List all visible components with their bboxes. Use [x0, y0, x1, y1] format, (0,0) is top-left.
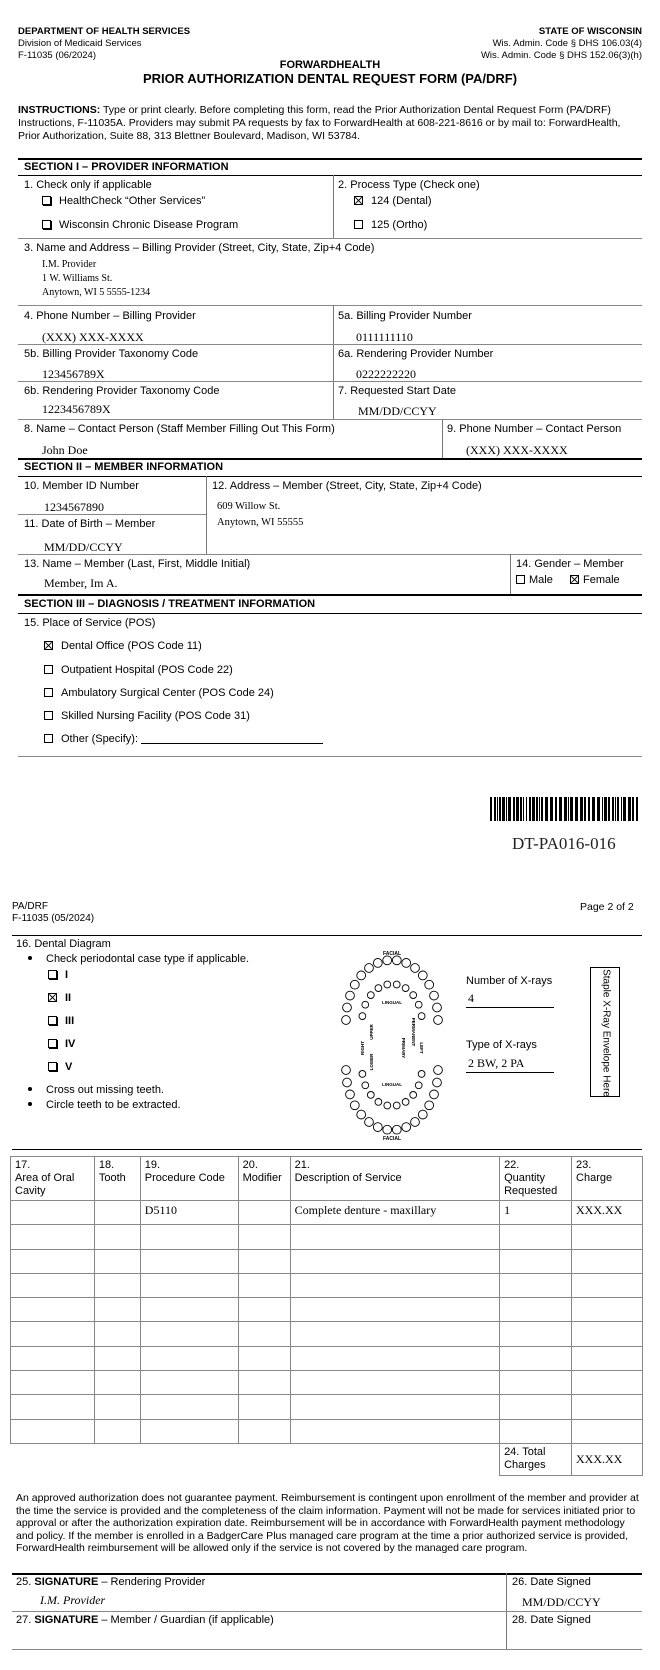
form-title: PRIOR AUTHORIZATION DENTAL REQUEST FORM (PA/DRF): [142, 71, 518, 86]
cell[interactable]: [572, 1273, 643, 1297]
cell[interactable]: [238, 1249, 290, 1273]
table-row: [11, 1346, 643, 1370]
bullet-icon: [28, 956, 32, 960]
checkbox-checked-icon[interactable]: [570, 575, 579, 584]
underline: [466, 1072, 554, 1073]
cell[interactable]: [500, 1371, 572, 1395]
divider: [18, 305, 642, 306]
tooth: [357, 971, 366, 980]
tooth: [343, 1003, 352, 1012]
divider: [12, 935, 642, 936]
q1-label: 1. Check only if applicable: [24, 179, 152, 191]
agency-name: FORWARDHEALTH: [279, 59, 381, 71]
q7-label: 7. Requested Start Date: [338, 385, 457, 397]
cell-tooth[interactable]: [94, 1201, 140, 1225]
page2-header-left: [12, 901, 94, 925]
tooth: [343, 1078, 352, 1087]
cell[interactable]: [500, 1273, 572, 1297]
cell[interactable]: [11, 1419, 95, 1443]
cell[interactable]: [238, 1322, 290, 1346]
section-2-title: SECTION II – MEMBER INFORMATION: [24, 461, 224, 473]
q8-label: 8. Name – Contact Person (Staff Member Filling Out This Form): [24, 423, 335, 435]
case-type-II[interactable]: II: [48, 992, 71, 1004]
member-name[interactable]: Member, Im A.: [44, 576, 118, 590]
checkbox-checked-icon[interactable]: [48, 993, 57, 1002]
cell[interactable]: [290, 1298, 499, 1322]
cell[interactable]: [94, 1322, 140, 1346]
procedure-table: [10, 1156, 643, 1476]
divider: [333, 175, 334, 238]
tooth: [392, 1125, 401, 1134]
total-label-cell: 24. Total Charges: [500, 1443, 572, 1475]
case-type-I[interactable]: I: [48, 969, 68, 981]
diagram-facial-bottom: FACIAL: [382, 1136, 402, 1142]
tooth: [433, 1078, 442, 1087]
rendering-provider-number[interactable]: 0222222220: [356, 367, 416, 381]
q27-label: 27. SIGNATURE – Member / Guardian (if applicable): [16, 1614, 274, 1626]
table-row: [11, 1395, 643, 1419]
cell[interactable]: [238, 1346, 290, 1370]
tooth: [434, 1016, 443, 1025]
cell[interactable]: [11, 1395, 95, 1419]
q3-label: 3. Name and Address – Billing Provider (Street, City, State, Zip+4 Code): [24, 242, 375, 254]
pos-ambulatory-surgical[interactable]: Ambulatory Surgical Center (POS Code 24): [44, 687, 274, 699]
q13-label: 13. Name – Member (Last, First, Middle Initial): [24, 558, 251, 570]
cell[interactable]: [94, 1249, 140, 1273]
divider: [18, 613, 642, 614]
form-abbrev: PA/DRF: [12, 901, 48, 912]
q10-label: 10. Member ID Number: [24, 480, 139, 492]
checkbox-unchecked-icon[interactable]: [48, 970, 57, 979]
cell[interactable]: [238, 1225, 290, 1249]
tooth: [430, 991, 439, 1000]
rendering-taxonomy-code[interactable]: 1223456789X: [42, 402, 111, 416]
checkbox-unchecked-icon[interactable]: [48, 1062, 57, 1071]
diagram-lingual-bottom: LINGUAL: [382, 1082, 402, 1087]
instructions-label: INSTRUCTIONS:: [18, 104, 101, 116]
staple-label: Staple X-Ray Envelope Here: [600, 969, 612, 1097]
instructions-text: Type or print clearly. Before completing this form, read the Prior Authorization Dental Request Form (PA/DRF) Instructions, F-11035A. Providers may submit PA requests by fax to ForwardHealth at 608-221-8616 or by mail to: ForwardHealth, Prior Authorization, Suite 88, 313 Blettner Boulevard, Madison, WI 53784.: [18, 104, 621, 142]
divider: [12, 1573, 642, 1575]
cell[interactable]: [140, 1322, 238, 1346]
tooth: [362, 1001, 369, 1008]
barcode-image: [490, 797, 640, 821]
tooth: [402, 985, 409, 992]
admin-code-1: Wis. Admin. Code § DHS 106.03(4): [492, 38, 642, 49]
cell[interactable]: [290, 1346, 499, 1370]
cell[interactable]: [572, 1298, 643, 1322]
checkbox-unchecked-icon[interactable]: [42, 196, 51, 205]
cell[interactable]: [140, 1419, 238, 1443]
tooth: [425, 1101, 434, 1110]
tooth: [373, 1123, 382, 1132]
form-number: F-11035 (05/2024): [12, 913, 95, 924]
cell[interactable]: [238, 1371, 290, 1395]
department-name: DEPARTMENT OF HEALTH SERVICES: [18, 26, 191, 37]
q16-bullet-extract: Circle teeth to be extracted.: [28, 1099, 181, 1111]
cell[interactable]: [290, 1249, 499, 1273]
col-charge: 23. Charge: [572, 1157, 643, 1201]
diagram-upper: UPPER: [369, 1024, 374, 1040]
q1-option-chronic-disease[interactable]: Wisconsin Chronic Disease Program: [42, 219, 238, 231]
tooth: [346, 1090, 355, 1099]
checkbox-unchecked-icon[interactable]: [44, 688, 53, 697]
divider: [18, 158, 642, 160]
tooth: [342, 1016, 351, 1025]
q2-option-ortho[interactable]: 125 (Ortho): [354, 219, 427, 231]
tooth: [365, 1118, 374, 1127]
checkbox-unchecked-icon[interactable]: [354, 220, 363, 229]
tooth: [359, 1013, 366, 1020]
cell-quantity[interactable]: 1: [500, 1201, 572, 1225]
xray-type-label: Type of X-rays: [466, 1039, 537, 1051]
instructions: [18, 104, 642, 143]
divider: [18, 419, 642, 420]
requested-start-date[interactable]: MM/DD/CCYY: [358, 404, 437, 418]
col-area-of-oral-cavity: 17. Area of Oral Cavity: [11, 1157, 95, 1201]
cell[interactable]: [11, 1273, 95, 1297]
cell[interactable]: [500, 1249, 572, 1273]
tooth: [367, 1092, 374, 1099]
tooth: [350, 1101, 359, 1110]
tooth: [411, 1118, 420, 1127]
q9-label: 9. Phone Number – Contact Person: [447, 423, 622, 435]
table-row: [11, 1419, 643, 1443]
q15-label: 15. Place of Service (POS): [24, 617, 156, 629]
table-row: [11, 1371, 643, 1395]
cell[interactable]: [572, 1395, 643, 1419]
pos-dental-office[interactable]: Dental Office (POS Code 11): [44, 640, 202, 652]
gender-female-option[interactable]: Female: [570, 574, 620, 586]
tooth: [393, 1102, 400, 1109]
tooth: [375, 1099, 382, 1106]
case-type-III[interactable]: III: [48, 1015, 74, 1027]
diagram-right: RIGHT: [360, 1041, 365, 1055]
member-address[interactable]: 609 Willow St. Anytown, WI 55555: [217, 501, 304, 528]
other-specify-field[interactable]: [141, 734, 323, 744]
tooth: [418, 1110, 427, 1119]
barcode-text: DT-PA016-016: [512, 834, 616, 853]
q4-label: 4. Phone Number – Billing Provider: [24, 310, 196, 322]
tooth: [411, 964, 420, 973]
q11-label: 11. Date of Birth – Member: [24, 518, 156, 530]
cell[interactable]: [572, 1419, 643, 1443]
cell[interactable]: [11, 1371, 95, 1395]
cell[interactable]: [140, 1225, 238, 1249]
divider: [18, 476, 642, 477]
cell[interactable]: [94, 1419, 140, 1443]
cell[interactable]: [238, 1298, 290, 1322]
checkbox-unchecked-icon[interactable]: [48, 1016, 57, 1025]
tooth: [402, 1123, 411, 1132]
table-total-row: [11, 1443, 643, 1475]
billing-provider-number[interactable]: 0111111110: [356, 330, 413, 344]
member-id[interactable]: 1234567890: [44, 500, 104, 514]
table-row: [11, 1298, 643, 1322]
cell[interactable]: [238, 1395, 290, 1419]
checkbox-unchecked-icon[interactable]: [48, 1039, 57, 1048]
tooth: [402, 959, 411, 968]
checkbox-unchecked-icon[interactable]: [44, 711, 53, 720]
tooth: [402, 1099, 409, 1106]
cell-procedure-code[interactable]: D5110: [140, 1201, 238, 1225]
cell-description[interactable]: Complete denture - maxillary: [290, 1201, 499, 1225]
diagram-primary: PRIMARY: [401, 1037, 406, 1059]
checkbox-unchecked-icon[interactable]: [44, 734, 53, 743]
tooth: [350, 980, 359, 989]
cell[interactable]: [238, 1419, 290, 1443]
tooth: [342, 1066, 351, 1075]
cell[interactable]: [238, 1273, 290, 1297]
tooth: [384, 1102, 391, 1109]
cell[interactable]: [572, 1249, 643, 1273]
tooth: [362, 1082, 369, 1089]
tooth: [367, 992, 374, 999]
checkbox-unchecked-icon[interactable]: [42, 220, 51, 229]
q1-option-healthcheck[interactable]: HealthCheck “Other Services”: [42, 195, 205, 207]
disclaimer-text: An approved authorization does not guarantee payment. Reimbursement is contingent upon enrollment of the member and provider at the time the service is provided and the completeness of the claim information. Payment will not be made for services initiated prior to approval or after the authorization expiration date. Reimbursement will be in accordance with ForwardHealth payment methodology and policy. If the member is enrolled in a BadgerCare Plus managed care program at the time a prior authorized service is provided, ForwardHealth reimbursement will be allowed only if the service is not covered by the managed care program.: [16, 1492, 639, 1554]
divider: [18, 554, 642, 555]
q12-label: 12. Address – Member (Street, City, State, Zip+4 Code): [212, 480, 482, 492]
cell[interactable]: [500, 1298, 572, 1322]
q6a-label: 6a. Rendering Provider Number: [338, 348, 494, 360]
cell[interactable]: [290, 1419, 499, 1443]
table-row: [11, 1322, 643, 1346]
xray-type-value[interactable]: 2 BW, 2 PA: [468, 1056, 525, 1070]
form-number: F-11035 (06/2024): [18, 50, 96, 61]
staple-box: [590, 967, 620, 1097]
table-row: [11, 1249, 643, 1273]
dental-diagram[interactable]: [336, 948, 448, 1142]
header-left: [18, 26, 190, 62]
cell[interactable]: [290, 1322, 499, 1346]
case-type-IV[interactable]: IV: [48, 1038, 75, 1050]
pos-skilled-nursing[interactable]: Skilled Nursing Facility (POS Code 31): [44, 710, 250, 722]
provider-date-signed[interactable]: MM/DD/CCYY: [522, 1595, 601, 1609]
pos-outpatient-hospital[interactable]: Outpatient Hospital (POS Code 22): [44, 664, 233, 676]
divider: [18, 594, 642, 596]
total-charges-value[interactable]: XXX.XX: [572, 1443, 643, 1475]
cell[interactable]: [290, 1273, 499, 1297]
cell[interactable]: [572, 1371, 643, 1395]
divider: [12, 1611, 642, 1612]
divider: [18, 458, 642, 460]
contact-person-name[interactable]: John Doe: [42, 443, 88, 457]
table-header-row: [11, 1157, 643, 1201]
table-row: [11, 1273, 643, 1297]
cell[interactable]: [94, 1298, 140, 1322]
cell[interactable]: [11, 1322, 95, 1346]
tooth: [434, 1066, 443, 1075]
tooth: [384, 981, 391, 988]
contact-person-phone[interactable]: (XXX) XXX-XXXX: [466, 443, 568, 457]
divider: [12, 1149, 642, 1150]
cell[interactable]: [500, 1346, 572, 1370]
tooth: [365, 964, 374, 973]
billing-provider-address[interactable]: I.M. Provider 1 W. Williams St. Anytown, WI 5 5555-1234: [42, 259, 151, 298]
division-name: Division of Medicaid Services: [18, 38, 142, 49]
divider: [18, 175, 642, 176]
provider-signature[interactable]: I.M. Provider: [40, 1593, 106, 1607]
col-procedure-code: 19. Procedure Code: [140, 1157, 238, 1201]
q2-label: 2. Process Type (Check one): [338, 179, 480, 191]
cell[interactable]: [11, 1249, 95, 1273]
cell[interactable]: [11, 1346, 95, 1370]
cell-modifier[interactable]: [238, 1201, 290, 1225]
diagram-left: LEFT: [419, 1042, 424, 1054]
divider: [206, 476, 207, 554]
diagram-facial-top: FACIAL: [382, 951, 402, 957]
bullet-icon: [28, 1102, 32, 1106]
tooth: [393, 981, 400, 988]
checkbox-checked-icon[interactable]: [44, 641, 53, 650]
col-description: 21. Description of Service: [290, 1157, 499, 1201]
cell[interactable]: [11, 1298, 95, 1322]
cell[interactable]: [140, 1298, 238, 1322]
cell-area[interactable]: [11, 1201, 95, 1225]
xray-count-label: Number of X-rays: [466, 975, 553, 987]
member-dob[interactable]: MM/DD/CCYY: [44, 540, 123, 554]
cell[interactable]: [500, 1322, 572, 1346]
divider: [12, 1649, 642, 1650]
cell[interactable]: [572, 1346, 643, 1370]
tooth: [383, 1125, 392, 1134]
col-modifier: 20. Modifier: [238, 1157, 290, 1201]
cell[interactable]: [140, 1249, 238, 1273]
tooth: [346, 991, 355, 1000]
billing-taxonomy-code[interactable]: 123456789X: [42, 367, 105, 381]
admin-code-2: Wis. Admin. Code § DHS 152.06(3)(h): [480, 50, 642, 61]
tooth: [357, 1110, 366, 1119]
billing-provider-phone[interactable]: (XXX) XXX-XXXX: [42, 330, 144, 344]
cell[interactable]: [94, 1225, 140, 1249]
tooth: [373, 959, 382, 968]
cell[interactable]: [94, 1371, 140, 1395]
tooth: [415, 1001, 422, 1008]
table-row: [11, 1225, 643, 1249]
section-3-title: SECTION III – DIAGNOSIS / TREATMENT INFORMATION: [24, 598, 316, 610]
tooth: [383, 956, 392, 965]
cell[interactable]: [94, 1273, 140, 1297]
divider: [18, 514, 206, 515]
tooth: [415, 1082, 422, 1089]
divider: [442, 419, 443, 458]
case-type-V[interactable]: V: [48, 1061, 72, 1073]
cell-charge[interactable]: XXX.XX: [572, 1201, 643, 1225]
tooth: [410, 1092, 417, 1099]
q14-label: 14. Gender – Member: [516, 558, 624, 570]
cell[interactable]: [572, 1225, 643, 1249]
cell[interactable]: [500, 1419, 572, 1443]
divider: [18, 381, 642, 382]
state-name: STATE OF WISCONSIN: [538, 26, 642, 37]
q5b-label: 5b. Billing Provider Taxonomy Code: [24, 348, 199, 360]
divider: [18, 344, 642, 345]
q26-label: 26. Date Signed: [512, 1576, 591, 1588]
header-right: [481, 26, 642, 62]
cell[interactable]: [140, 1346, 238, 1370]
tooth: [433, 1003, 442, 1012]
tooth: [359, 1071, 366, 1078]
cell[interactable]: [500, 1225, 572, 1249]
col-tooth: 18. Tooth: [94, 1157, 140, 1201]
cell[interactable]: [140, 1395, 238, 1419]
diagram-lower: LOWER: [369, 1053, 374, 1071]
q6b-label: 6b. Rendering Provider Taxonomy Code: [24, 385, 220, 397]
gender-male-option[interactable]: Male: [516, 574, 553, 586]
divider: [18, 756, 642, 757]
cell[interactable]: [94, 1395, 140, 1419]
q16-bullet-case-type: Check periodontal case type if applicable.: [28, 953, 249, 965]
tooth: [418, 1013, 425, 1020]
section-1-title: SECTION I – PROVIDER INFORMATION: [24, 161, 229, 173]
divider: [18, 238, 642, 239]
checkbox-checked-icon[interactable]: [354, 196, 363, 205]
tooth: [375, 985, 382, 992]
q5a-label: 5a. Billing Provider Number: [338, 310, 472, 322]
table-row: [11, 1201, 643, 1225]
tooth: [392, 956, 401, 965]
bullet-icon: [28, 1087, 32, 1091]
checkbox-unchecked-icon[interactable]: [44, 665, 53, 674]
q28-label: 28. Date Signed: [512, 1614, 591, 1626]
cell[interactable]: [500, 1395, 572, 1419]
total-spacer: [11, 1443, 500, 1475]
cell[interactable]: [140, 1273, 238, 1297]
q16-bullet-missing: Cross out missing teeth.: [28, 1084, 164, 1096]
q25-label: 25. SIGNATURE – Rendering Provider: [16, 1576, 206, 1588]
checkbox-unchecked-icon[interactable]: [516, 575, 525, 584]
diagram-lingual-top: LINGUAL: [382, 1000, 402, 1005]
cell[interactable]: [290, 1395, 499, 1419]
tooth: [418, 1071, 425, 1078]
cell[interactable]: [11, 1225, 95, 1249]
tooth: [425, 980, 434, 989]
q16-label: 16. Dental Diagram: [16, 938, 111, 950]
diagram-permanent: PERMANENT: [411, 1017, 416, 1047]
cell[interactable]: [94, 1346, 140, 1370]
underline: [466, 1007, 554, 1008]
divider: [333, 305, 334, 419]
cell[interactable]: [290, 1225, 499, 1249]
tooth: [410, 992, 417, 999]
tooth: [418, 971, 427, 980]
pos-other[interactable]: Other (Specify):: [44, 733, 323, 745]
page-number: Page 2 of 2: [580, 901, 634, 913]
q2-option-dental[interactable]: 124 (Dental): [354, 195, 432, 207]
tooth: [430, 1090, 439, 1099]
cell[interactable]: [572, 1322, 643, 1346]
cell[interactable]: [140, 1371, 238, 1395]
xray-count-value[interactable]: 4: [468, 991, 474, 1005]
col-quantity: 22. Quantity Requested: [500, 1157, 572, 1201]
cell[interactable]: [290, 1371, 499, 1395]
divider: [510, 554, 511, 594]
